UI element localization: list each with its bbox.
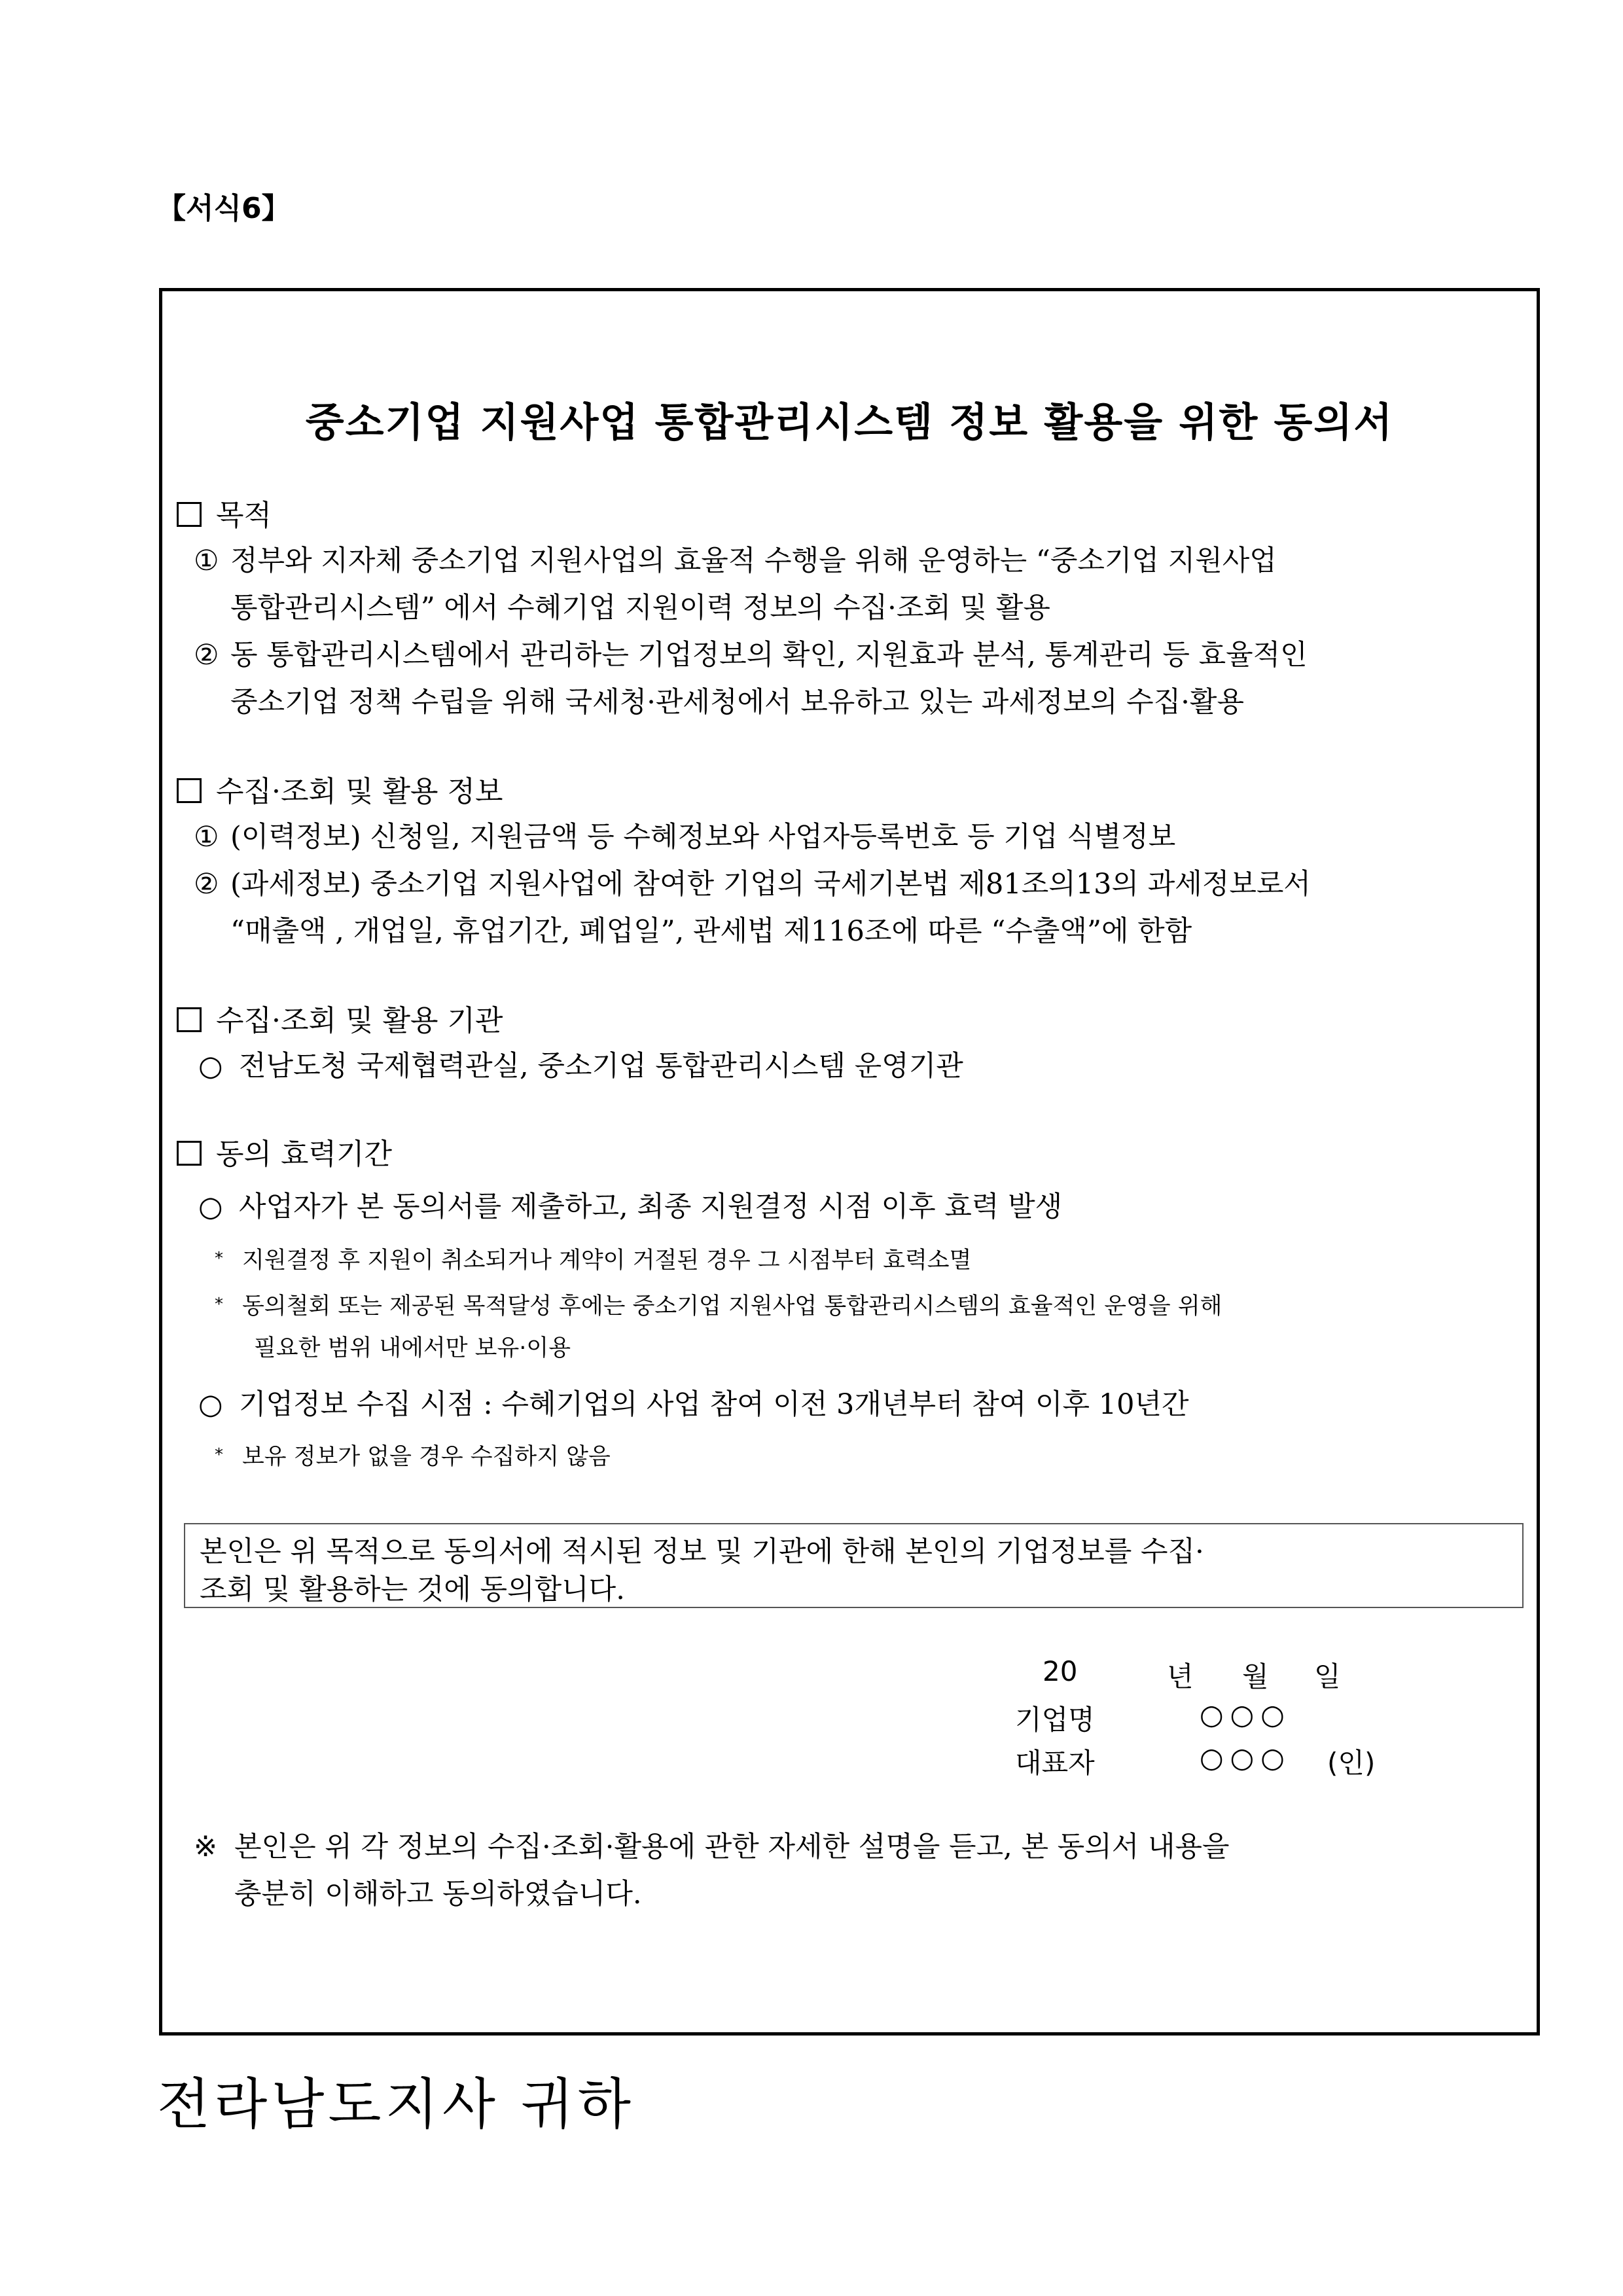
form-label: 【서식6】 [157, 192, 291, 225]
company-name-value: ○○○ [1200, 1698, 1291, 1731]
period-note-3: * 보유 정보가 없을 경우 수집하지 않음 [215, 1444, 611, 1470]
period-note-1: * 지원결정 후 지원이 취소되거나 계약이 거절된 경우 그 시점부터 효력소멸 [215, 1247, 972, 1274]
period-note-2: * 동의철회 또는 제공된 목적달성 후에는 중소기업 지원사업 통합관리시스템의 효율적인 운영을 위해 [215, 1293, 1222, 1319]
footnote-line-2: 충분히 이해하고 동의하였습니다. [234, 1878, 642, 1910]
seal-mark: (인) [1327, 1747, 1376, 1779]
date-month-label: 월 [1242, 1660, 1269, 1693]
date-day-label: 일 [1314, 1660, 1341, 1693]
consent-statement-box [184, 1523, 1524, 1608]
section-agencies-heading: 수집·조회 및 활용 기관 [177, 997, 503, 1039]
purpose-item-1-cont: 통합관리시스템” 에서 수혜기업 지원이력 정보의 수집·조회 및 활용 [230, 592, 1050, 624]
representative-value: ○○○ [1200, 1742, 1291, 1774]
checkbox-period[interactable] [177, 1141, 202, 1166]
agencies-item: ○ 전남도청 국제협력관실, 중소기업 통합관리시스템 운영기관 [198, 1050, 963, 1083]
document-title: 중소기업 지원사업 통합관리시스템 정보 활용을 위한 동의서 [305, 399, 1394, 446]
purpose-item-2-cont: 중소기업 정책 수립을 위해 국세청·관세청에서 보유하고 있는 과세정보의 수집·활용 [230, 686, 1244, 719]
period-item-2: ○ 기업정보 수집 시점 : 수혜기업의 사업 참여 이전 3개년부터 참여 이후 10년간 [198, 1388, 1189, 1421]
info-item-2-cont: “매출액 , 개업일, 휴업기간, 폐업일”, 관세법 제116조에 따른 “수출액”에 한함 [230, 915, 1192, 948]
period-item-1: ○ 사업자가 본 동의서를 제출하고, 최종 지원결정 시점 이후 효력 발생 [198, 1191, 1063, 1223]
period-note-2-cont: 필요한 범위 내에서만 보유·이용 [254, 1335, 571, 1361]
checkbox-info[interactable] [177, 778, 202, 803]
date-year: 20 [1043, 1655, 1078, 1687]
footnote-line-1: ※ 본인은 위 각 정보의 수집·조회·활용에 관한 자세한 설명을 듣고, 본 동의서 내용을 [194, 1831, 1230, 1863]
company-name-label: 기업명 [1015, 1704, 1095, 1736]
date-year-label: 년 [1167, 1660, 1194, 1693]
consent-form-frame [159, 288, 1540, 2036]
info-item-1: ① (이력정보) 신청일, 지원금액 등 수혜정보와 사업자등록번호 등 기업 식별정보 [194, 821, 1176, 853]
purpose-item-2: ② 동 통합관리시스템에서 관리하는 기업정보의 확인, 지원효과 분석, 통계관리 등 효율적인 [194, 639, 1308, 672]
purpose-item-1: ① 정부와 지자체 중소기업 지원사업의 효율적 수행을 위해 운영하는 “중소기업 지원사업 [194, 545, 1277, 577]
representative-label: 대표자 [1015, 1747, 1095, 1779]
consent-line-1: 본인은 위 목적으로 동의서에 적시된 정보 및 기관에 한해 본인의 기업정보를 수집· [200, 1535, 1204, 1568]
checkbox-agencies[interactable] [177, 1007, 202, 1032]
section-info-heading: 수집·조회 및 활용 정보 [177, 768, 503, 810]
info-item-2: ② (과세정보) 중소기업 지원사업에 참여한 기업의 국세기본법 제81조의13의 과세정보로서 [194, 868, 1311, 901]
consent-line-2: 조회 및 활용하는 것에 동의합니다. [200, 1573, 625, 1606]
checkbox-purpose[interactable] [177, 502, 202, 527]
addressee: 전라남도지사 귀하 [157, 2072, 635, 2136]
section-purpose-heading: 목적 [177, 492, 272, 533]
section-period-heading: 동의 효력기간 [177, 1130, 392, 1172]
